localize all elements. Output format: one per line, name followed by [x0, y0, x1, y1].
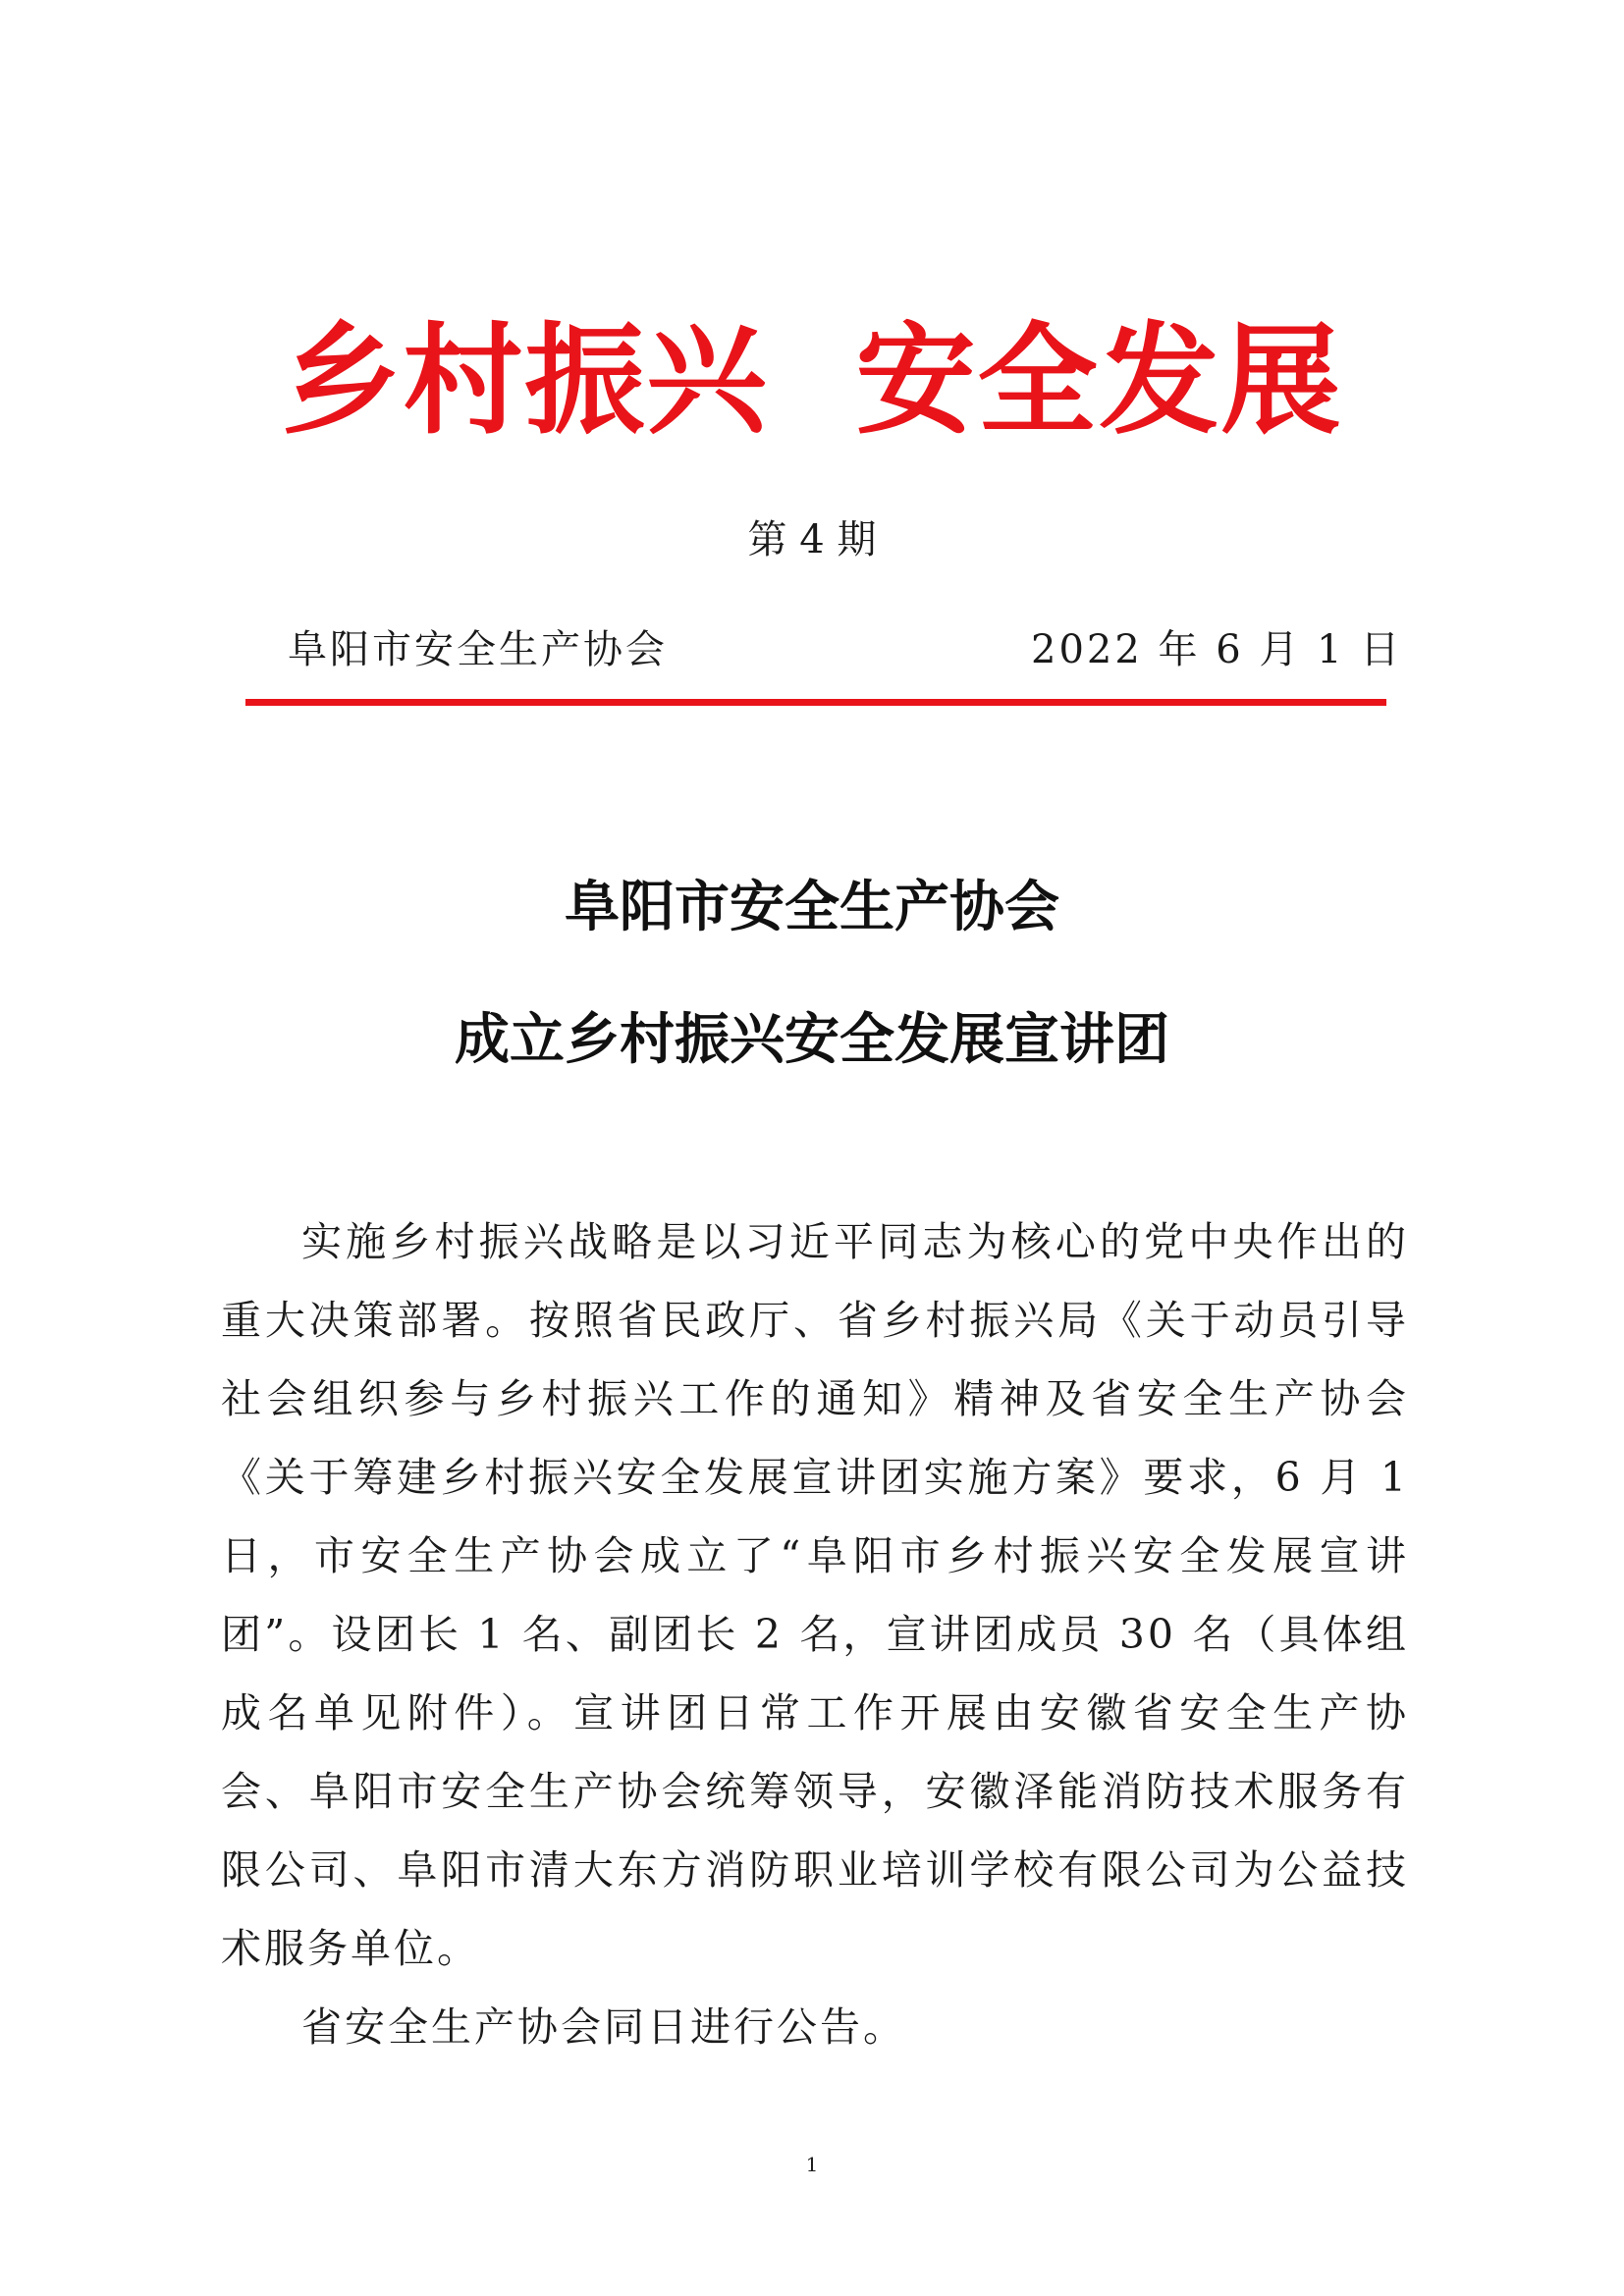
article-body: [221, 1202, 1409, 2066]
publication-date: 2022 年 6 月 1 日: [1031, 627, 1403, 672]
issue-number: 第 4 期: [747, 517, 877, 562]
page-number: 1: [805, 2153, 819, 2176]
red-divider-rule: [245, 699, 1386, 706]
article-title-line-1: 阜阳市安全生产协会: [565, 876, 1059, 939]
masthead-title: 乡村振兴 安全发展: [281, 311, 1343, 451]
publisher-name: 阜阳市安全生产协会: [288, 627, 668, 672]
body-paragraph: 实施乡村振兴战略是以习近平同志为核心的党中央作出的重大决策部署。按照省民政厅、省乡村振兴局《关于动员引导社会组织参与乡村振兴工作的通知》精神及省安全生产协会《关于筹建乡村振兴安全发展宣讲团实施方案》要求，6 月 1 日，市安全生产协会成立了“阜阳市乡村振兴安全发展宣讲团”。设团长 1 名、副团长 2 名，宣讲团成员 30 名（具体组成名单见附件）。宣讲团日常工作开展由安徽省安全生产协会、阜阳市安全生产协会统筹领导，安徽泽能消防技术服务有限公司、阜阳市清大东方消防职业培训学校有限公司为公益技术服务单位。: [221, 1218, 1409, 1972]
body-paragraph: 省安全生产协会同日进行公告。: [301, 2003, 906, 2051]
article-title-line-2: 成立乡村振兴安全发展宣讲团: [455, 1008, 1169, 1072]
